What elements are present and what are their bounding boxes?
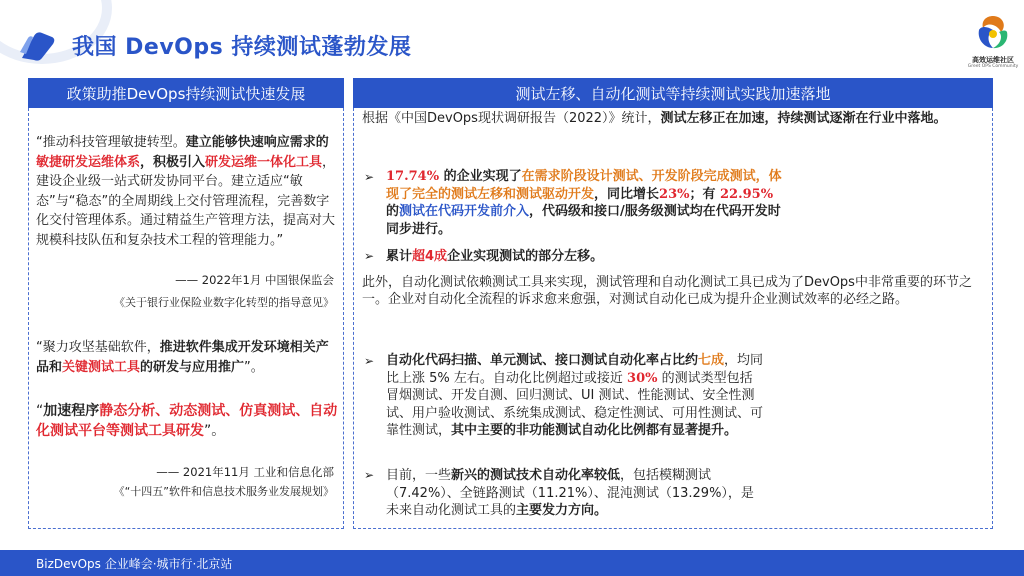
left-column-heading: 政策助推DevOps持续测试快速发展 — [28, 78, 344, 108]
source-2-org: —— 2021年11月 工业和信息化部 — [156, 465, 334, 479]
source-1-document: 《关于银行业保险业数字化转型的指导意见》 — [114, 296, 334, 309]
bullet-3-icon: ➢ — [364, 354, 375, 368]
bullet-4-text: 目前，一些新兴的测试技术自动化率较低，包括模糊测试（7.42%）、全链路测试（11.21%）、混沌测试（13.29%），是未来自动化测试工具的主要发力方向。 — [386, 468, 754, 518]
automation-paragraph: 此外，自动化测试依赖测试工具来实现，测试管理和自动化测试工具已成为了DevOps中非常重要的环节之一。企业对自动化全流程的诉求愈来愈强，对测试自动化已成为提升企业测试效率的必经之路。 — [362, 275, 972, 307]
policy-quote-3: “加速程序静态分析、动态测试、仿真测试、自动化测试平台等测试工具研发”。 — [36, 403, 338, 439]
footer-event-name: BizDevOps 企业峰会·城市行·北京站 — [36, 557, 233, 571]
policy-quote-1: “推动科技管理敏捷转型。建立能够快速响应需求的敏捷研发运维体系，积极引入研发运维一体化工具，建设企业级一站式研发协同平台。建立适应“敏态”与“稳态”的全周期线上交付管理流程，完善数字化交付管理体系。通过精益生产管理方法，提高对大规模科技队伍和复杂技术工程的管理能力。” — [36, 135, 336, 248]
logo-name-en: Greet OPS Community — [967, 64, 1019, 69]
survey-intro: 根据《中国DevOps现状调研报告（2022）》统计，测试左移正在加速，持续测试逐渐在行业中落地。 — [362, 111, 947, 126]
bullet-3-text: 自动化代码扫描、单元测试、接口测试自动化率占比约七成，均同比上涨 5% 左右。自动化比例超过或接近 30% 的测试类型包括冒烟测试、开发自测、回归测试、UI 测试、性能测试、安全性测试、用户验收测试、系统集成测试、稳定性测试、可用性测试、可靠性测试，其中主要的非功能测试自动化比例都有显著提升。 — [386, 353, 764, 438]
community-logo-icon — [973, 12, 1013, 52]
source-1-org: —— 2022年1月 中国银保监会 — [175, 273, 334, 287]
bullet-4-icon: ➢ — [364, 468, 375, 482]
bullet-2-text: 累计超4成企业实现测试的部分左移。 — [386, 249, 604, 264]
bullet-1-text: 17.74% 的企业实现了在需求阶段设计测试、开发阶段完成测试，体现了完全的测试左移和测试驱动开发，同比增长23%；有 22.95% 的测试在代码开发前介入，代码级和接口/服务级测试均在代码开发时同步进行。 — [386, 169, 782, 237]
bullet-2-icon: ➢ — [364, 249, 375, 263]
title-logo-mark-icon — [18, 30, 56, 62]
source-2-document: 《“十四五”软件和信息技术服务业发展规划》 — [113, 485, 334, 498]
bullet-1-icon: ➢ — [364, 170, 375, 184]
community-logo — [964, 12, 1022, 74]
right-column-heading: 测试左移、自动化测试等持续测试实践加速落地 — [353, 78, 993, 108]
page-title: 我国 DevOps 持续测试蓬勃发展 — [72, 35, 412, 60]
policy-quote-2: “聚力攻坚基础软件，推进软件集成开发环境相关产品和关键测试工具的研发与应用推广”。 — [36, 340, 329, 375]
logo-name-cn: 高效运维社区 — [972, 56, 1014, 64]
